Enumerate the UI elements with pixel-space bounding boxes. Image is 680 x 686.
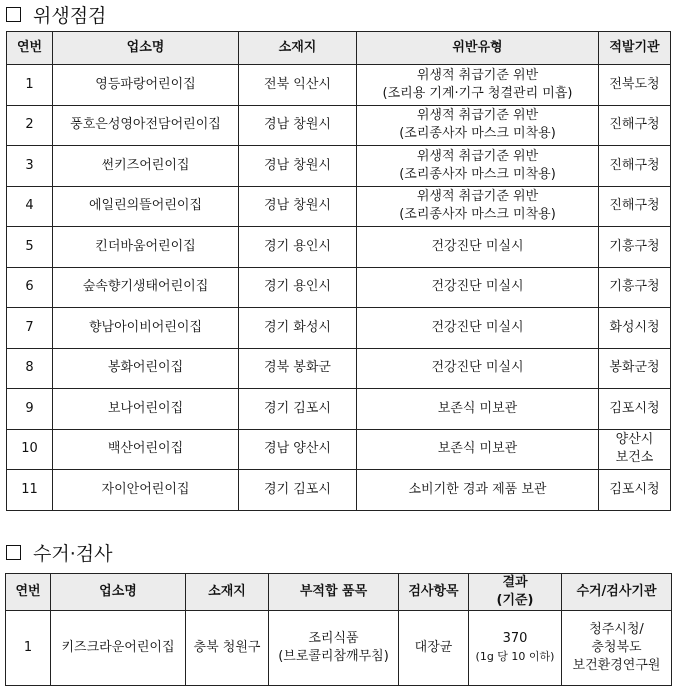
cell-no-text: 8 — [25, 360, 34, 376]
cell-agency-line3: 보건환경연구원 — [572, 658, 661, 673]
table-row — [7, 65, 671, 106]
cell-agency-line1: 봉화군청 — [609, 360, 660, 376]
cell-violation-line2: (조리종사자 마스크 미착용) — [399, 166, 556, 182]
section-title-inspection — [6, 1, 106, 28]
cell-location-text: 경남 창원시 — [264, 198, 331, 214]
cell-name — [53, 429, 239, 470]
checkbox-icon — [6, 545, 21, 560]
cell-violation-line2: (조리종사자 마스크 미착용) — [399, 207, 556, 223]
cell-no — [7, 389, 53, 430]
cell-name — [53, 267, 239, 308]
cell-agency-line1: 기흥구청 — [609, 238, 660, 254]
header-agency: 수거/검사기관 — [562, 574, 672, 611]
header-no: 연번 — [6, 574, 51, 611]
cell-agency — [599, 470, 671, 511]
header-item: 부적합 품목 — [269, 574, 399, 611]
cell-name — [53, 186, 239, 227]
cell-no-text: 3 — [25, 157, 34, 173]
cell-agency-line2: 보건소 — [615, 450, 654, 466]
cell-violation-line1: 건강진단 미실시 — [431, 238, 524, 254]
cell-agency-line1: 청주시청/ — [589, 622, 644, 637]
table-row — [7, 227, 671, 268]
table-row — [7, 429, 671, 470]
cell-agency-line1: 김포시청 — [609, 400, 660, 416]
cell-no-text: 10 — [21, 441, 38, 457]
cell-location-text: 경남 창원시 — [264, 117, 331, 133]
cell-name-text: 영등파랑어린이집 — [95, 76, 196, 92]
cell-name — [53, 146, 239, 187]
cell-no — [7, 105, 53, 146]
table-header-row — [7, 32, 671, 65]
section-title-text: 위생점검 — [33, 5, 107, 27]
header-location: 소재지 — [186, 574, 269, 611]
cell-item-line2: (브로콜리참깨무침) — [278, 649, 389, 664]
cell-no-text: 2 — [25, 117, 34, 133]
cell-item-line1: 조리식품 — [308, 631, 359, 646]
cell-no — [7, 308, 53, 349]
cell-violation-type — [357, 146, 599, 187]
cell-name — [53, 348, 239, 389]
cell-violation-type — [357, 65, 599, 106]
cell-no — [7, 429, 53, 470]
cell-no-text: 4 — [25, 198, 34, 214]
cell-no-text: 6 — [25, 279, 34, 295]
cell-location — [239, 429, 357, 470]
table-header-row — [6, 574, 672, 611]
cell-agency — [599, 308, 671, 349]
cell-location-text: 경기 김포시 — [264, 400, 331, 416]
cell-location — [239, 105, 357, 146]
cell-name — [53, 65, 239, 106]
cell-location-text: 경남 양산시 — [264, 441, 331, 457]
cell-agency — [599, 389, 671, 430]
cell-agency-line1: 김포시청 — [609, 481, 660, 497]
cell-agency — [599, 267, 671, 308]
header-violation-type: 위반유형 — [357, 32, 599, 65]
cell-agency-line1: 화성시청 — [609, 319, 660, 335]
cell-no-text: 1 — [25, 76, 34, 92]
cell-name-text: 킨더바움어린이집 — [95, 238, 196, 254]
cell-violation-type — [357, 348, 599, 389]
header-no: 연번 — [7, 32, 53, 65]
cell-no-text: 5 — [25, 238, 34, 254]
cell-location — [239, 65, 357, 106]
table-row — [6, 611, 672, 686]
cell-violation-line1: 보존식 미보관 — [437, 400, 518, 416]
cell-name-text: 썬키즈어린이집 — [101, 157, 190, 173]
cell-location — [239, 146, 357, 187]
cell-location-text: 경북 봉화군 — [264, 360, 331, 376]
cell-violation-line1: 소비기한 경과 제품 보관 — [408, 481, 547, 497]
table-row — [7, 267, 671, 308]
header-location: 소재지 — [239, 32, 357, 65]
header-result — [469, 574, 562, 611]
header-name: 업소명 — [53, 32, 239, 65]
cell-violation-type — [357, 267, 599, 308]
cell-result-value: 370 — [502, 631, 528, 646]
cell-name — [53, 389, 239, 430]
cell-location-text: 경기 용인시 — [264, 238, 331, 254]
cell-violation-type — [357, 186, 599, 227]
table-row — [7, 186, 671, 227]
header-result-line2: (기준) — [496, 593, 534, 608]
cell-agency — [599, 65, 671, 106]
cell-name-text: 보나어린이집 — [107, 400, 184, 416]
header-name: 업소명 — [51, 574, 186, 611]
cell-agency-line1: 진해구청 — [609, 198, 660, 214]
cell-agency-line1: 진해구청 — [609, 157, 660, 173]
checkbox-icon — [6, 7, 21, 22]
table-row — [7, 348, 671, 389]
cell-agency — [599, 105, 671, 146]
cell-item — [269, 611, 399, 686]
cell-name-text: 자이안어린이집 — [101, 481, 190, 497]
cell-name — [53, 105, 239, 146]
cell-agency-line1: 양산시 — [615, 432, 654, 448]
cell-location-text: 경남 창원시 — [264, 157, 331, 173]
cell-violation-line1: 보존식 미보관 — [437, 441, 518, 457]
cell-agency — [562, 611, 672, 686]
cell-name-text: 백산어린이집 — [107, 441, 184, 457]
cell-violation-type — [357, 105, 599, 146]
cell-location-text: 경기 김포시 — [264, 481, 331, 497]
cell-violation-type — [357, 227, 599, 268]
cell-no — [7, 470, 53, 511]
cell-violation-line1: 위생적 취급기준 위반 — [416, 67, 539, 83]
section-title-text: 수거·검사 — [33, 543, 113, 565]
header-result-line1: 결과 — [502, 575, 528, 590]
cell-agency-line1: 진해구청 — [609, 117, 660, 133]
cell-name — [53, 470, 239, 511]
cell-agency — [599, 227, 671, 268]
cell-no-text: 7 — [25, 319, 34, 335]
cell-agency-line2: 충청북도 — [591, 640, 642, 655]
table-row — [7, 389, 671, 430]
cell-agency — [599, 429, 671, 470]
cell-test: 대장균 — [399, 611, 469, 686]
cell-name-text: 향남아이비어린이집 — [88, 319, 203, 335]
cell-violation-line1: 건강진단 미실시 — [431, 319, 524, 335]
cell-name-text: 숲속향기생태어린이집 — [82, 279, 209, 295]
cell-name — [53, 308, 239, 349]
cell-violation-type — [357, 429, 599, 470]
cell-location — [239, 267, 357, 308]
table-row — [7, 105, 671, 146]
cell-name-text: 봉화어린이집 — [107, 360, 184, 376]
cell-location — [239, 308, 357, 349]
cell-violation-line1: 위생적 취급기준 위반 — [416, 148, 539, 164]
cell-result-standard: (1g 당 10 이하) — [475, 650, 555, 663]
cell-agency — [599, 348, 671, 389]
cell-agency-line1: 기흥구청 — [609, 279, 660, 295]
cell-no — [7, 146, 53, 187]
cell-name-text: 풍호은성영아전담어린이집 — [70, 117, 221, 133]
header-test: 검사항목 — [399, 574, 469, 611]
table-row — [7, 308, 671, 349]
cell-violation-line1: 건강진단 미실시 — [431, 279, 524, 295]
cell-no-text: 9 — [25, 400, 34, 416]
cell-violation-line1: 위생적 취급기준 위반 — [416, 189, 539, 205]
cell-location — [239, 186, 357, 227]
cell-agency — [599, 146, 671, 187]
cell-name-text: 에일린의뜰어린이집 — [88, 198, 203, 214]
cell-location-text: 경기 화성시 — [264, 319, 331, 335]
table-row — [7, 146, 671, 187]
cell-agency — [599, 186, 671, 227]
cell-violation-line1: 위생적 취급기준 위반 — [416, 108, 539, 124]
cell-agency-line1: 전북도청 — [609, 76, 660, 92]
cell-no — [7, 65, 53, 106]
cell-location-text: 전북 익산시 — [264, 76, 331, 92]
cell-location — [239, 348, 357, 389]
cell-violation-line1: 건강진단 미실시 — [431, 360, 524, 376]
cell-no — [7, 348, 53, 389]
cell-result — [469, 611, 562, 686]
cell-no — [7, 267, 53, 308]
cell-location — [239, 470, 357, 511]
cell-violation-type — [357, 308, 599, 349]
cell-no — [7, 227, 53, 268]
cell-location: 충북 청원구 — [186, 611, 269, 686]
cell-no-text: 11 — [21, 481, 38, 497]
cell-location — [239, 389, 357, 430]
inspection-table — [6, 31, 671, 511]
cell-no — [7, 186, 53, 227]
cell-location-text: 경기 용인시 — [264, 279, 331, 295]
cell-name: 키즈크라운어린이집 — [51, 611, 186, 686]
cell-violation-line2: (조리용 기계·기구 청결관리 미흡) — [382, 85, 573, 101]
cell-violation-type — [357, 470, 599, 511]
cell-violation-line2: (조리종사자 마스크 미착용) — [399, 126, 556, 142]
cell-violation-type — [357, 389, 599, 430]
table-row — [7, 470, 671, 511]
collection-table — [5, 573, 672, 686]
cell-name — [53, 227, 239, 268]
section-title-collection — [6, 539, 112, 566]
cell-no: 1 — [6, 611, 51, 686]
cell-location — [239, 227, 357, 268]
header-agency: 적발기관 — [599, 32, 671, 65]
